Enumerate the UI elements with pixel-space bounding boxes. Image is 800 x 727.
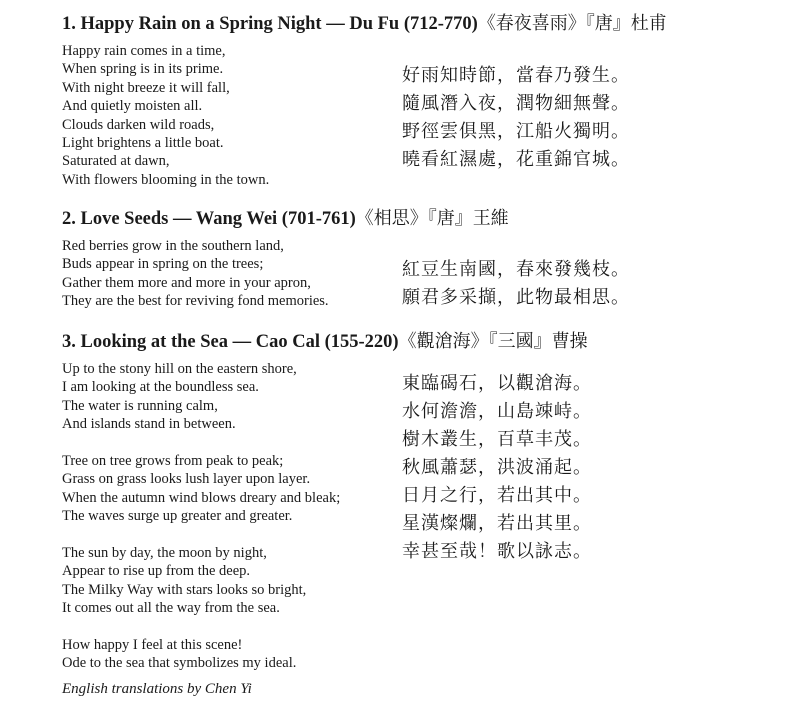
poem-1-title [62,9,667,35]
poem-line: And quietly moisten all. [62,98,203,115]
poem-2-title-en: 2. Love Seeds — Wang Wei (701-761) [62,209,356,229]
poem-line: Light brightens a little boat. [62,134,224,151]
poem-1-title-zh: 《春夜喜雨》『唐』杜甫 [477,13,667,34]
poem-line: Red berries grow in the southern land, [62,238,284,254]
stanza-gap [62,434,340,452]
poem-line: Clouds darken wild roads, [62,116,215,133]
poem-line: I am looking at the boundless sea. [62,379,259,396]
poem-line: The waves surge up greater and greater. [62,508,293,525]
poem-line: Happy rain comes in a time, [62,43,226,59]
poem-line: When the autumn wind blows dreary and bleak; [62,489,341,506]
poem-line: Grass on grass looks lush layer upon layer. [62,471,311,488]
poem-line: Up to the stony hill on the eastern shore, [62,361,297,377]
poem-line: The sun by day, the moon by night, [62,544,267,561]
poem-line-zh: 願君多采擷，此物最相思。 [402,287,630,308]
poem-line-zh: 隨風潛入夜，潤物細無聲。 [402,93,630,114]
poem-2-chinese [402,256,630,312]
poem-line: The water is running calm, [62,397,218,414]
poem-1-chinese [402,62,630,174]
poem-line-zh: 紅豆生南國，春來發幾枝。 [402,259,630,280]
poem-line: Gather them more and more in your apron, [62,274,311,291]
poem-line-zh: 秋風蕭瑟，洪波涌起。 [402,457,592,478]
poem-line-zh: 幸甚至哉！歌以詠志。 [402,541,592,562]
poem-3-title-zh: 《觀滄海》『三國』曹操 [398,331,588,352]
poem-line-zh: 星漢燦爛，若出其里。 [402,513,592,534]
poem-line-zh: 曉看紅濕處，花重錦官城。 [402,149,630,170]
translation-credit: English translations by Chen Yi [62,681,252,697]
poem-1-title-en: 1. Happy Rain on a Spring Night — Du Fu (712-770) [62,14,478,34]
stanza-gap [62,617,340,635]
poem-3-title [62,327,588,353]
poem-line-zh: 日月之行，若出其中。 [402,485,592,506]
poem-line-zh: 好雨知時節，當春乃發生。 [402,65,630,86]
poem-3-english [62,360,340,673]
poem-line: Tree on tree grows from peak to peak; [62,452,284,469]
poem-1-english [62,42,269,189]
poem-line: They are the best for reviving fond memories. [62,293,329,310]
poem-line: Buds appear in spring on the trees; [62,256,264,273]
poem-2-title-zh: 《相思》『唐』王維 [355,208,509,229]
poem-line-zh: 水何澹澹，山島竦峙。 [402,401,592,422]
poem-line-zh: 野徑雲俱黑，江船火獨明。 [402,121,630,142]
poem-line: The Milky Way with stars looks so bright, [62,581,307,598]
poem-line: When spring is in its prime. [62,61,224,78]
stanza-gap [62,526,340,544]
poem-2-english [62,237,329,311]
poem-line: And islands stand in between. [62,416,236,433]
poem-line: Ode to the sea that symbolizes my ideal. [62,655,297,672]
poem-line-zh: 樹木叢生，百草丰茂。 [402,429,592,450]
poem-2-title [62,204,509,230]
poem-line: How happy I feel at this scene! [62,636,243,653]
poem-line: Saturated at dawn, [62,153,170,170]
poem-3-chinese [402,370,592,566]
poem-line: With flowers blooming in the town. [62,171,270,188]
poem-line-zh: 東臨碣石，以觀滄海。 [402,373,592,394]
poem-3-title-en: 3. Looking at the Sea — Cao Cal (155-220) [62,332,399,352]
poem-line: With night breeze it will fall, [62,79,230,96]
poem-line: Appear to rise up from the deep. [62,563,251,580]
poem-line: It comes out all the way from the sea. [62,600,280,617]
